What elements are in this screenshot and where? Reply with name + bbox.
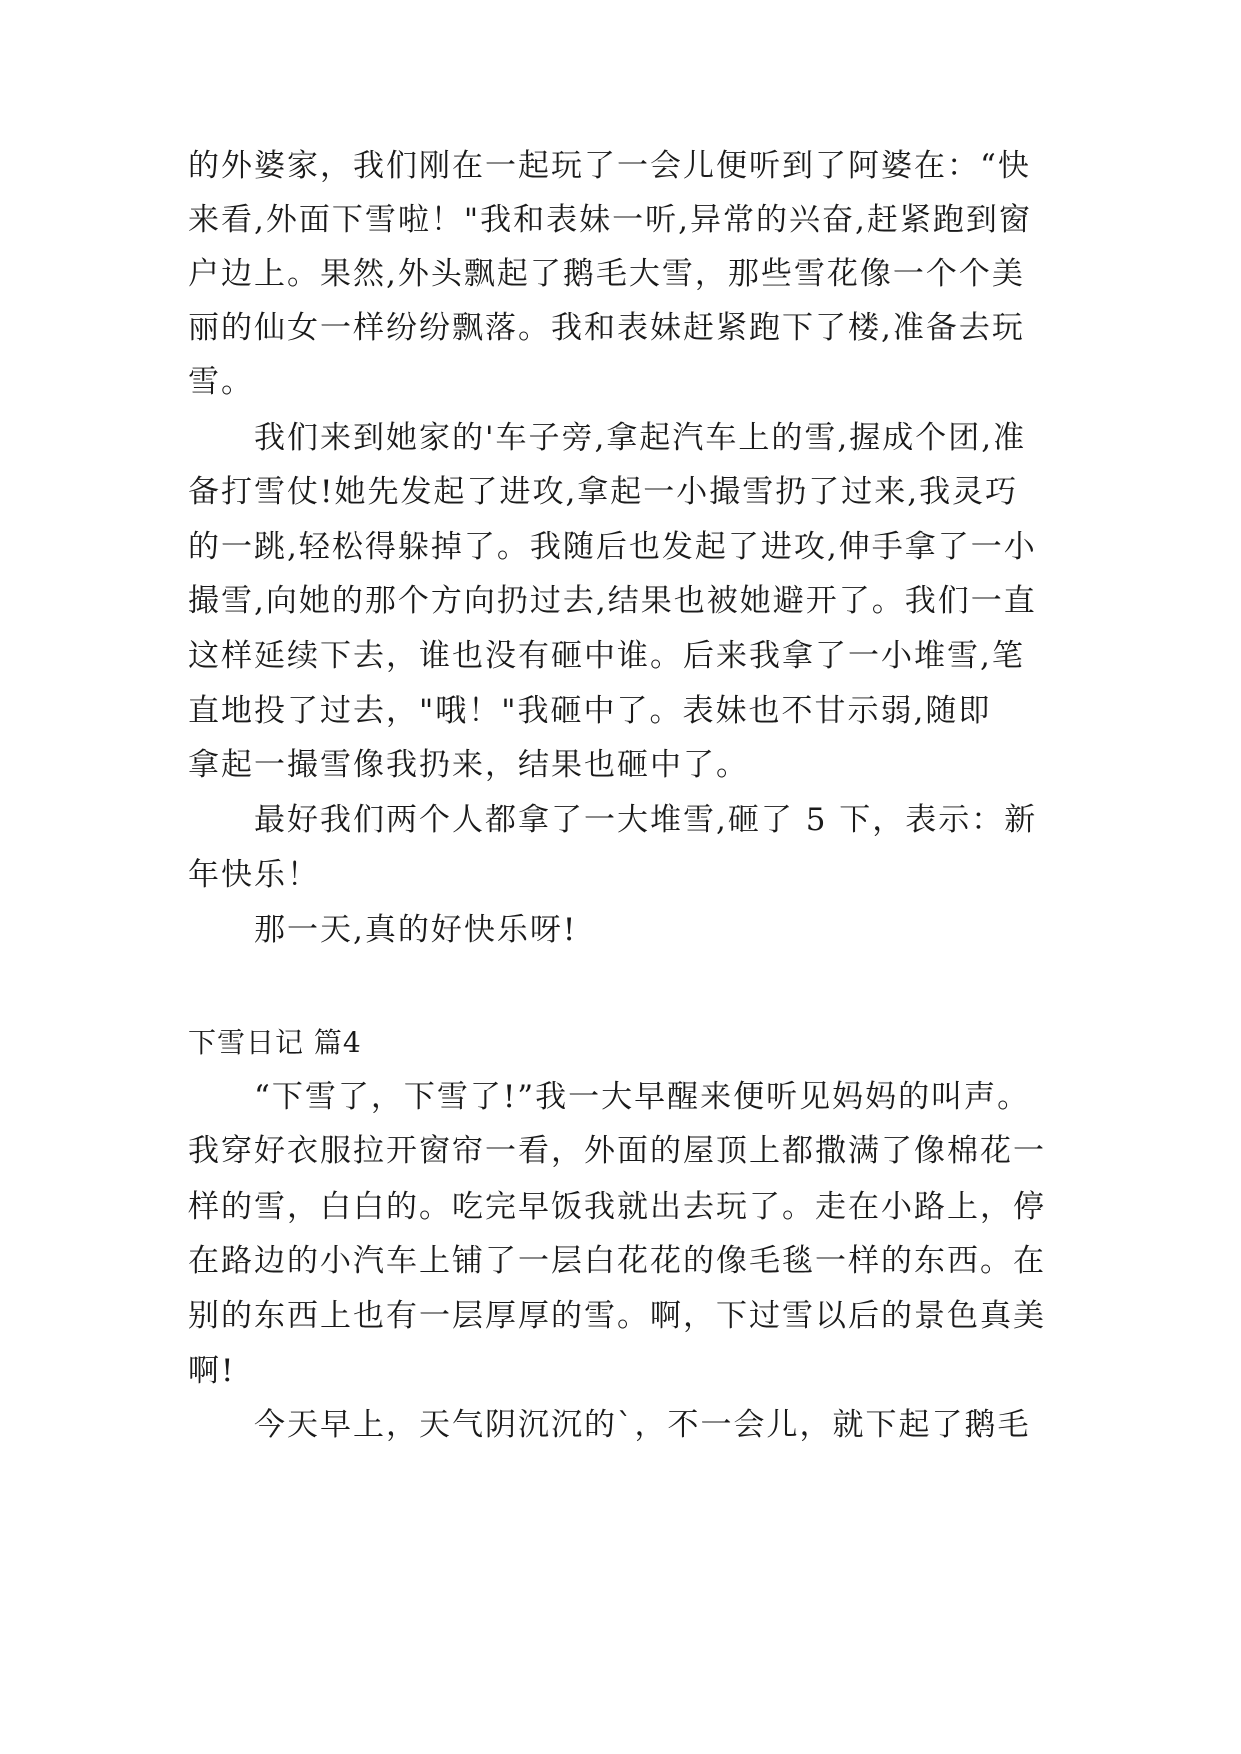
paragraph-line: 在路边的小汽车上铺了一层白花花的像毛毯一样的东西。在 [188,1243,1046,1279]
paragraph-line: 直地投了过去，"哦！"我砸中了。表妹也不甘示弱,随即 [188,693,992,729]
paragraph-line: 雪。 [188,364,254,400]
paragraph-line: 拿起一撮雪像我扔来，结果也砸中了。 [188,747,749,783]
paragraph-line: 年快乐！ [188,857,320,893]
paragraph-line: 最好我们两个人都拿了一大堆雪,砸了 5 下，表示：新 [254,802,1038,838]
paragraph-line: 的外婆家，我们刚在一起玩了一会儿便听到了阿婆在：“快 [188,148,1031,184]
paragraph-line: 啊! [188,1353,236,1389]
paragraph-line: 户边上。果然,外头飘起了鹅毛大雪，那些雪花像一个个美 [188,256,1025,292]
section-heading: 下雪日记 篇4 [188,1026,362,1059]
paragraph-line: 来看,外面下雪啦！"我和表妹一听,异常的兴奋,赶紧跑到窗 [188,202,1032,238]
paragraph-line: 别的东西上也有一层厚厚的雪。啊，下过雪以后的景色真美 [188,1298,1046,1334]
paragraph-line: 样的雪，白白的。吃完早饭我就出去玩了。走在小路上，停 [188,1189,1046,1225]
paragraph-line: 的一跳,轻松得躲掉了。我随后也发起了进攻,伸手拿了一小 [188,529,1037,565]
paragraph-line: 丽的仙女一样纷纷飘落。我和表妹赶紧跑下了楼,准备去玩 [188,310,1025,346]
paragraph-line: 备打雪仗!她先发起了进攻,拿起一小撮雪扔了过来,我灵巧 [188,474,1019,510]
paragraph-line: “下雪了，下雪了!”我一大早醒来便听见妈妈的叫声。 [254,1079,1031,1115]
paragraph-line: 我穿好衣服拉开窗帘一看，外面的屋顶上都撒满了像棉花一 [188,1133,1046,1169]
paragraph-line: 那一天,真的好快乐呀! [254,912,578,948]
paragraph-line: 我们来到她家的'车子旁,拿起汽车上的雪,握成个团,准 [254,420,1027,456]
paragraph-line: 这样延续下去，谁也没有砸中谁。后来我拿了一小堆雪,笔 [188,638,1025,674]
paragraph-line: 撮雪,向她的那个方向扔过去,结果也被她避开了。我们一直 [188,583,1037,619]
paragraph-line: 今天早上，天气阴沉沉的`，不一会儿，就下起了鹅毛 [254,1407,1031,1443]
